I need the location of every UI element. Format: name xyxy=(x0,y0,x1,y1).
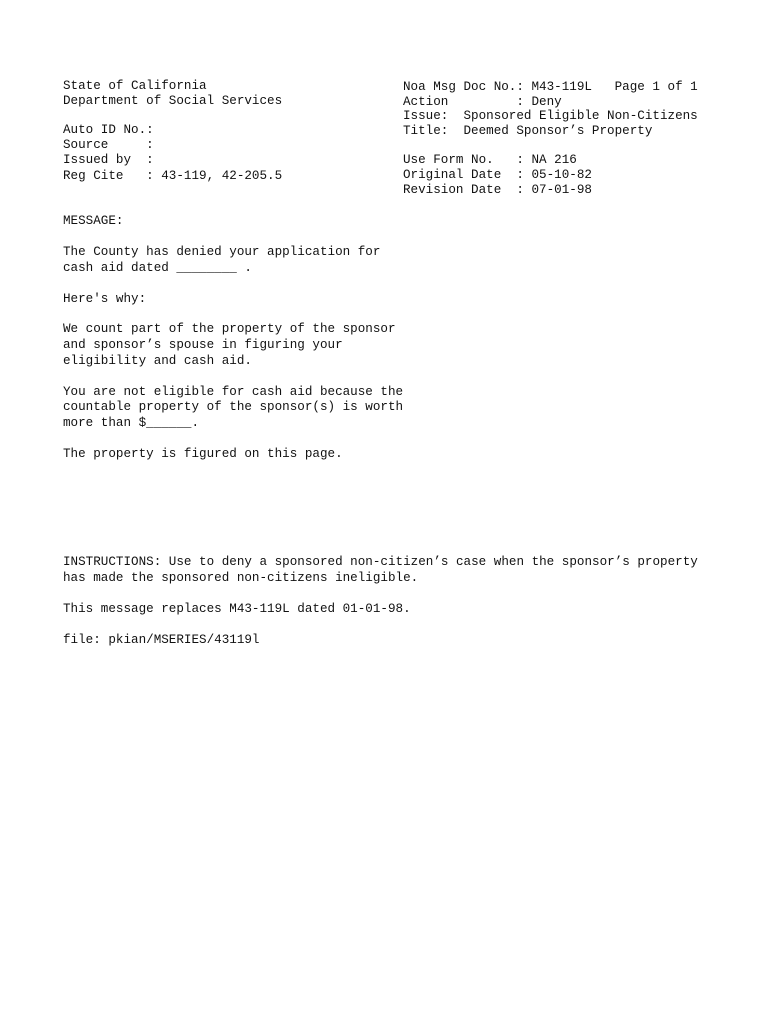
use-form-field: Use Form No. : NA 216 xyxy=(403,153,577,167)
message-paragraph-4-line-1: You are not eligible for cash aid because the xyxy=(63,385,404,399)
message-paragraph-3-line-2: and sponsor’s spouse in figuring your xyxy=(63,338,343,352)
instructions-line-1: INSTRUCTIONS: Use to deny a sponsored non-citizen’s case when the sponsor’s property xyxy=(63,555,698,569)
message-paragraph-1-line-1: The County has denied your application for xyxy=(63,245,381,259)
message-paragraph-2: Here's why: xyxy=(63,292,147,306)
message-paragraph-1-line-2: cash aid dated ________ . xyxy=(63,261,252,275)
message-paragraph-4-line-3: more than $______. xyxy=(63,416,200,430)
title-field: Title: Deemed Sponsor’s Property xyxy=(403,124,653,138)
department-name: Department of Social Services xyxy=(63,94,283,108)
revision-date-field: Revision Date : 07-01-98 xyxy=(403,183,592,197)
source-field: Source : xyxy=(63,138,154,152)
auto-id-field: Auto ID No.: xyxy=(63,123,154,137)
agency-name: State of California xyxy=(63,79,207,93)
file-path: file: pkian/MSERIES/43119l xyxy=(63,633,260,647)
message-paragraph-4-line-2: countable property of the sponsor(s) is worth xyxy=(63,400,404,414)
issued-by-field: Issued by : xyxy=(63,153,154,167)
instructions-line-2: has made the sponsored non-citizens ineligible. xyxy=(63,571,419,585)
message-paragraph-3-line-1: We count part of the property of the sponsor xyxy=(63,322,396,336)
issue-field: Issue: Sponsored Eligible Non-Citizens xyxy=(403,109,698,123)
message-paragraph-5: The property is figured on this page. xyxy=(63,447,343,461)
original-date-field: Original Date : 05-10-82 xyxy=(403,168,592,182)
message-heading: MESSAGE: xyxy=(63,214,124,228)
replaces-note: This message replaces M43-119L dated 01-01-98. xyxy=(63,602,411,616)
action-field: Action : Deny xyxy=(403,95,562,109)
reg-cite-field: Reg Cite : 43-119, 42-205.5 xyxy=(63,169,283,183)
doc-number: Noa Msg Doc No.: M43-119L Page 1 of 1 xyxy=(403,80,698,94)
message-paragraph-3-line-3: eligibility and cash aid. xyxy=(63,354,252,368)
